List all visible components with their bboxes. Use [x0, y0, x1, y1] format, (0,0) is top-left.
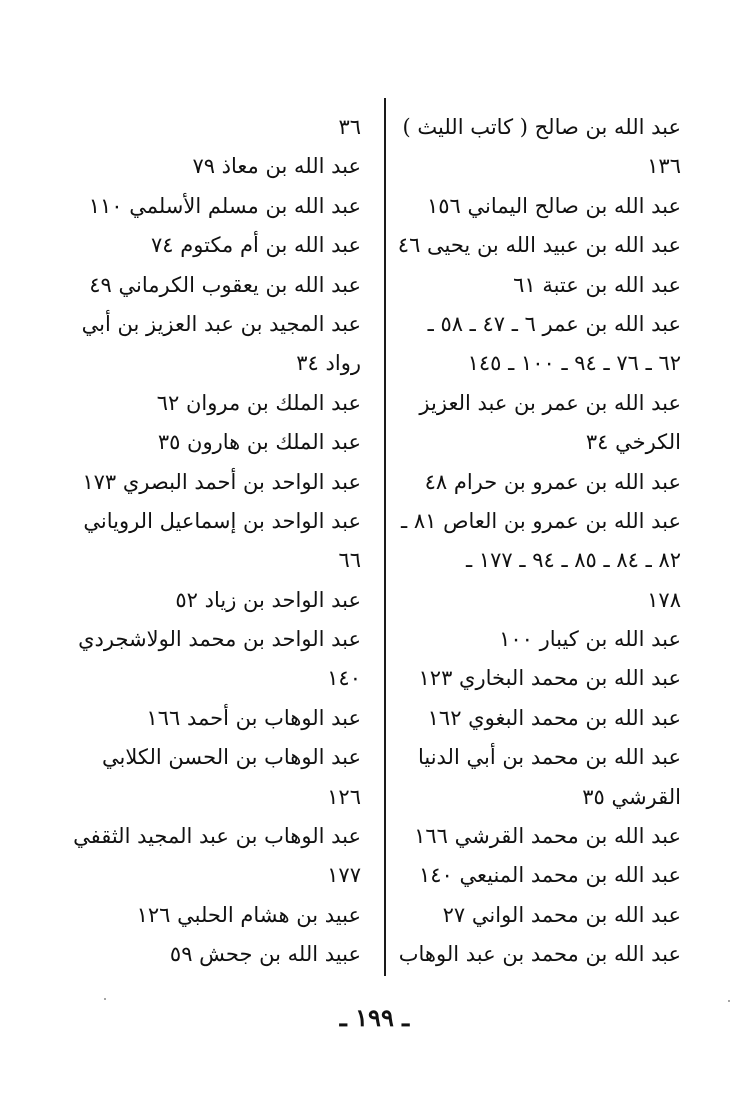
index-entry: عبد الله بن محمد بن عبد الوهاب	[398, 942, 681, 967]
index-entry: عبد الله بن مسلم الأسلمي ١١٠	[88, 193, 361, 218]
index-entry: عبد الواحد بن أحمد البصري ١٧٣	[82, 469, 361, 494]
index-entry: ١٤٠	[327, 666, 361, 691]
index-entry: القرشي ٣٥	[582, 784, 681, 809]
index-entry: عبد الله بن محمد بن أبي الدنيا	[417, 745, 681, 770]
index-entry: عبد الله بن عبيد الله بن يحيى ٤٦	[397, 233, 681, 258]
index-entry: عبد الواحد بن إسماعيل الروياني	[83, 508, 361, 533]
index-entry: ٨٢ ـ ٨٤ ـ ٨٥ ـ ٩٤ ـ ١٧٧ ـ	[466, 548, 681, 573]
index-entry: رواد ٣٤	[296, 351, 361, 376]
column-divider	[384, 98, 386, 976]
index-entry: ١٧٧	[327, 863, 361, 888]
index-entry: عبيد بن هشام الحلبي ١٢٦	[136, 902, 361, 927]
index-entry: عبد الله بن عمر ٦ ـ ٤٧ ـ ٥٨ ـ	[427, 311, 681, 336]
index-entry: عبد الله بن عمرو بن العاص ٨١ ـ	[401, 508, 681, 533]
index-entry: عبد الوهاب بن عبد المجيد الثقفي	[73, 824, 361, 849]
index-entry: عبد الواحد بن زياد ٥٢	[175, 587, 361, 612]
index-entry: ١٢٦	[327, 784, 361, 809]
page-number: ـ ١٩٩ ـ	[339, 1003, 410, 1032]
index-entry: عبد الله بن يعقوب الكرماني ٤٩	[89, 272, 361, 297]
index-entry: عبد الوهاب بن أحمد ١٦٦	[146, 705, 361, 730]
index-entry: عبد الملك بن هارون ٣٥	[157, 430, 361, 455]
index-entry: الكرخي ٣٤	[585, 430, 681, 455]
index-entry: عبد الله بن أم مكتوم ٧٤	[151, 233, 361, 258]
index-entry: ٣٦	[338, 115, 361, 139]
index-column-left	[71, 108, 361, 975]
paper-speck	[728, 1000, 730, 1002]
index-entry: عبد الله بن محمد القرشي ١٦٦	[414, 824, 681, 849]
index-entry: عبد الملك بن مروان ٦٢	[156, 390, 361, 415]
index-column-right	[399, 108, 681, 975]
index-entry: ٦٦	[338, 548, 361, 573]
index-entry: عبد الله بن عمر بن عبد العزيز	[419, 390, 681, 415]
index-entry: عبد الله بن محمد المنيعي ١٤٠	[418, 863, 681, 888]
index-entry: ١٧٨	[647, 587, 681, 612]
index-entry: عبد الله بن محمد البخاري ١٢٣	[418, 666, 681, 691]
paper-speck	[104, 998, 106, 1000]
index-entry: عبد الله بن كيبار ١٠٠	[499, 627, 681, 652]
index-entry: ١٣٦	[647, 154, 681, 179]
index-entry: عبد الله بن صالح ( كاتب الليث )	[402, 115, 681, 139]
index-entry: عبد الواحد بن محمد الولاشجردي	[78, 627, 361, 652]
index-entry: عبد الله بن عتبة ٦١	[513, 272, 681, 297]
index-entry: ٦٢ ـ ٧٦ ـ ٩٤ ـ ١٠٠ ـ ١٤٥	[467, 351, 681, 376]
index-entry: عبد الوهاب بن الحسن الكلابي	[102, 745, 361, 770]
index-entry: عبد الله بن معاذ ٧٩	[192, 154, 361, 179]
index-entry: عبد المجيد بن عبد العزيز بن أبي	[81, 311, 361, 336]
index-entry: عبيد الله بن جحش ٥٩	[169, 942, 361, 967]
index-entry: عبد الله بن عمرو بن حرام ٤٨	[424, 469, 681, 494]
index-entry: عبد الله بن صالح اليماني ١٥٦	[426, 193, 681, 218]
index-entry: عبد الله بن محمد البغوي ١٦٢	[427, 705, 681, 730]
index-entry: عبد الله بن محمد الواني ٢٧	[442, 902, 681, 927]
